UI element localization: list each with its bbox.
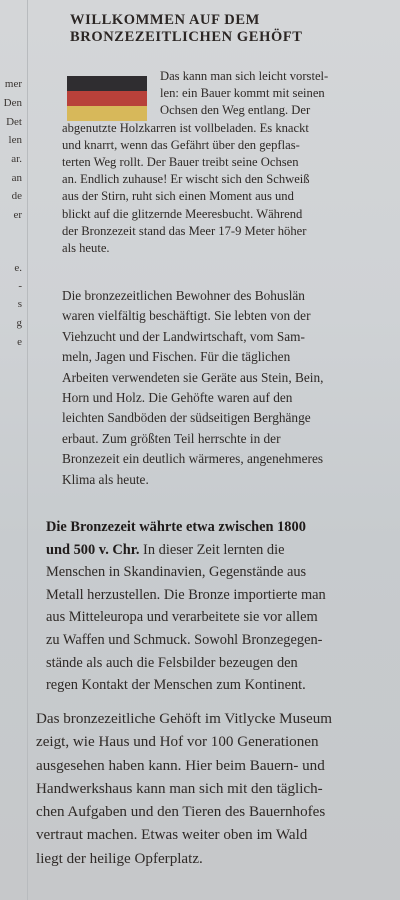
text-line: ausgesehen haben kann. Hier beim Bauern- und — [36, 757, 325, 774]
paragraph-inhabitants — [62, 286, 323, 490]
text-line: Das bronzezeitliche Gehöft im Vitlycke Museum — [36, 711, 332, 727]
text-line: Ochsen den Weg entlang. Der — [160, 103, 311, 118]
text-line — [46, 539, 326, 562]
text-line: leichten Sandböden der südseitigen Berghänge — [62, 410, 311, 426]
text-line: Bronzezeit ein deutlich wärmeres, angenehmeres — [62, 451, 324, 467]
text-line: stände als auch die Felsbilder bezeugen den — [46, 654, 298, 671]
adjacent-column-fragment — [0, 0, 24, 900]
text-span: In dieser Zeit lernten die — [139, 541, 285, 558]
paragraph-museum — [36, 708, 332, 871]
title-line-2: BRONZEZEITLICHEN GEHÖFT — [70, 29, 303, 45]
text-line: Die bronzezeitlichen Bewohner des Bohuslän — [62, 288, 305, 303]
bold-intro: und 500 v. Chr. — [46, 541, 140, 558]
text-line: liegt der heilige Opferplatz. — [36, 850, 203, 867]
sign-title — [70, 12, 390, 46]
text-line: zeigt, wie Haus und Hof vor 100 Generationen — [36, 734, 319, 751]
fragment-text: de — [11, 190, 22, 202]
column-divider — [27, 0, 28, 900]
text-line: als heute. — [62, 241, 110, 256]
text-line: aus der Stirn, ruht sich einen Moment aus und — [62, 189, 294, 204]
fragment-text: len — [8, 134, 22, 146]
text-line: Klima als heute. — [62, 471, 149, 487]
text-line: zu Waffen und Schmuck. Sowohl Bronzegegen- — [46, 631, 323, 648]
text-line: Arbeiten verwendeten sie Geräte aus Stein, Bein, — [62, 369, 324, 385]
text-line: Menschen in Skandinavien, Gegenstände aus — [46, 564, 307, 581]
text-line: erbaut. Zum größten Teil herrschte in der — [62, 430, 281, 446]
text-line: meln, Jagen und Fischen. Für die täglichen — [62, 349, 291, 365]
text-line — [46, 516, 326, 539]
text-line: Horn und Holz. Die Gehöfte waren auf den — [62, 390, 293, 406]
text-line: len: ein Bauer kommt mit seinen — [160, 86, 325, 101]
fragment-text: g — [16, 317, 22, 329]
fragment-text: mer — [4, 78, 22, 90]
title-line-1: WILLKOMMEN AUF DEM — [70, 12, 260, 28]
text-line: regen Kontakt der Menschen zum Kontinent. — [46, 677, 306, 694]
fragment-text: Den — [3, 97, 22, 109]
paragraph-bronze-age — [46, 516, 326, 697]
text-line: waren vielfältig beschäftigt. Sie lebten von der — [62, 308, 311, 324]
text-line: Handwerkshaus kann man sich mit den täglich- — [36, 780, 323, 797]
fragment-text: - — [18, 280, 22, 292]
text-line: abgenutzte Holzkarren ist vollbeladen. Es knackt — [62, 120, 309, 135]
text-line: und knarrt, wenn das Gefährt über den gepflas- — [62, 137, 300, 152]
text-line: Metall herzustellen. Die Bronze importierte man — [46, 586, 326, 603]
text-line: Das kann man sich leicht vorstel- — [160, 69, 329, 83]
text-line: der Bronzezeit stand das Meer 17-9 Meter höher — [62, 223, 307, 238]
bold-intro: Die Bronzezeit währte etwa zwischen 1800 — [46, 519, 306, 535]
fragment-text: e — [17, 336, 22, 348]
text-line: an. Endlich zuhause! Er wischt sich den Schweiß — [62, 172, 310, 187]
text-line: chen Aufgaben und den Tieren des Bauernhofes — [36, 804, 326, 821]
fragment-text: e. — [14, 262, 22, 274]
fragment-text: s — [17, 298, 22, 310]
text-line: aus Mitteleuropa und verarbeitete sie vor allem — [46, 609, 318, 626]
text-line: Viehzucht und der Landwirtschaft, vom Sam- — [62, 328, 305, 344]
text-line: vertraut machen. Etwas weiter oben im Wald — [36, 827, 308, 844]
fragment-text: an — [11, 172, 22, 184]
text-line: terten Weg rollt. Der Bauer treibt seine Ochsen — [62, 155, 299, 170]
fragment-text: ar. — [11, 153, 22, 165]
paragraph-intro — [62, 68, 328, 257]
text-line: blickt auf die glitzernde Meeresbucht. Während — [62, 206, 303, 221]
fragment-text: Det — [6, 116, 22, 128]
fragment-text: er — [13, 209, 22, 221]
